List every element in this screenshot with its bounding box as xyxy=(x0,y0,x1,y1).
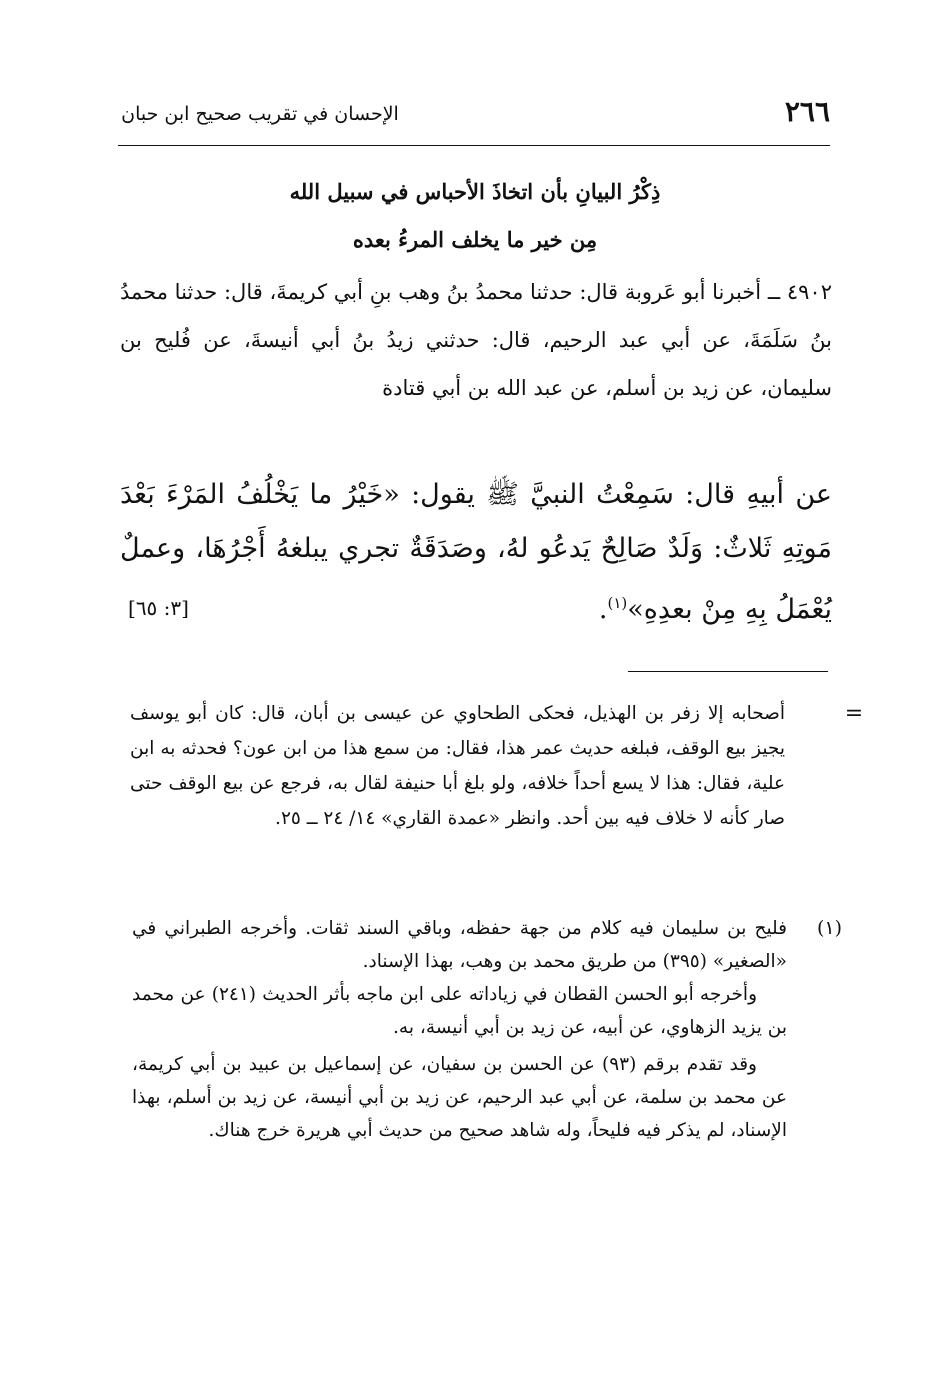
page-number: ٢٦٦ xyxy=(784,95,830,128)
footnote-1-marker: (١) xyxy=(816,917,842,939)
chapter-title-line-1: ذِكْرُ البيانِ بأن اتخاذَ الأحباس في سبيل الله xyxy=(289,179,661,204)
chapter-heading xyxy=(120,168,830,264)
footnote-rule xyxy=(628,671,828,672)
footnote-1 xyxy=(132,912,787,1147)
hadith-matn-block xyxy=(120,468,832,637)
hadith-matn: عن أبيهِ قال: سَمِعْتُ النبيَّ ﷺ يقول: «خَيْرُ ما يَخْلُفُ المَرْءَ بَعْدَ مَوتِهِ ثَلاثٌ: وَلَدٌ صَالِحٌ يَدعُو لهُ، وصَدَقَةٌ تجري يبلغهُ أَجْرُهَا، وعملٌ يُعْمَلُ بِهِ مِنْ بعدِهِ» xyxy=(120,479,832,625)
chapter-title-line-2: مِن خير ما يخلف المرءُ بعده xyxy=(352,227,598,252)
continuation-marker: = xyxy=(844,701,864,726)
footnote-reference: (١) xyxy=(607,594,628,612)
continued-footnote: أصحابه إلا زفر بن الهذيل، فحكى الطحاوي عن عيسى بن أبان، قال: كان أبو يوسف يجيز بيع الوقف، فبلغه حديث عمر هذا، فقال: من سمع هذا من ابن عون؟ فحدثه به ابن علية، فقال: هذا لا يسع أحداً خلافه، ولو بلغ أبا حنيفة لقال به، فرجع عن بيع الوقف حتى صار كأنه لا خلاف فيه بين أحد. وانظر «عمدة القاري» ١٤/ ٢٤ ــ ٢٥. xyxy=(130,703,785,829)
footnote-1-paragraph-1: فليح بن سليمان فيه كلام من جهة حفظه، وباقي السند ثقات. وأخرجه الطبراني في «الصغير» (٣٩٥) من طريق محمد بن وهب، بهذا الإسناد. xyxy=(132,918,787,972)
matn-end-mark: . xyxy=(598,594,608,625)
header-rule xyxy=(118,145,830,146)
running-title: الإحسان في تقريب صحيح ابن حبان xyxy=(121,103,399,125)
hadith-reference: [٣: ٦٥] xyxy=(128,596,189,620)
hadith-isnad: ٤٩٠٢ ــ أخبرنا أبو عَروبة قال: حدثنا محمدُ بنُ وهب بنِ أبي كريمةَ، قال: حدثنا محمدُ بنُ سَلَمَةَ، عن أبي عبد الرحيم، قال: حدثني زيدُ بنُ أبي أنيسةَ، عن فُليح بن سليمان، عن زيد بن أسلم، عن عبد الله بن أبي قتادة xyxy=(120,280,832,400)
footnote-1-paragraph-3: وقد تقدم برقم (٩٣) عن الحسن بن سفيان، عن إسماعيل بن عبيد بن أبي كريمة، عن محمد بن سلمة، عن أبي عبد الرحيم، عن زيد بن أبي أنيسة، عن زيد بن أسلم، بهذا الإسناد، لم يذكر فيه فليحاً، وله شاهد صحيح من حديث أبي هريرة خرج هناك. xyxy=(132,1054,787,1141)
footnote-1-paragraph-2: وأخرجه أبو الحسن القطان في زياداته على ابن ماجه بأثر الحديث (٢٤١) عن محمد بن يزيد الزهاوي، عن أبيه، عن زيد بن أبي أنيسة، به. xyxy=(132,984,787,1038)
